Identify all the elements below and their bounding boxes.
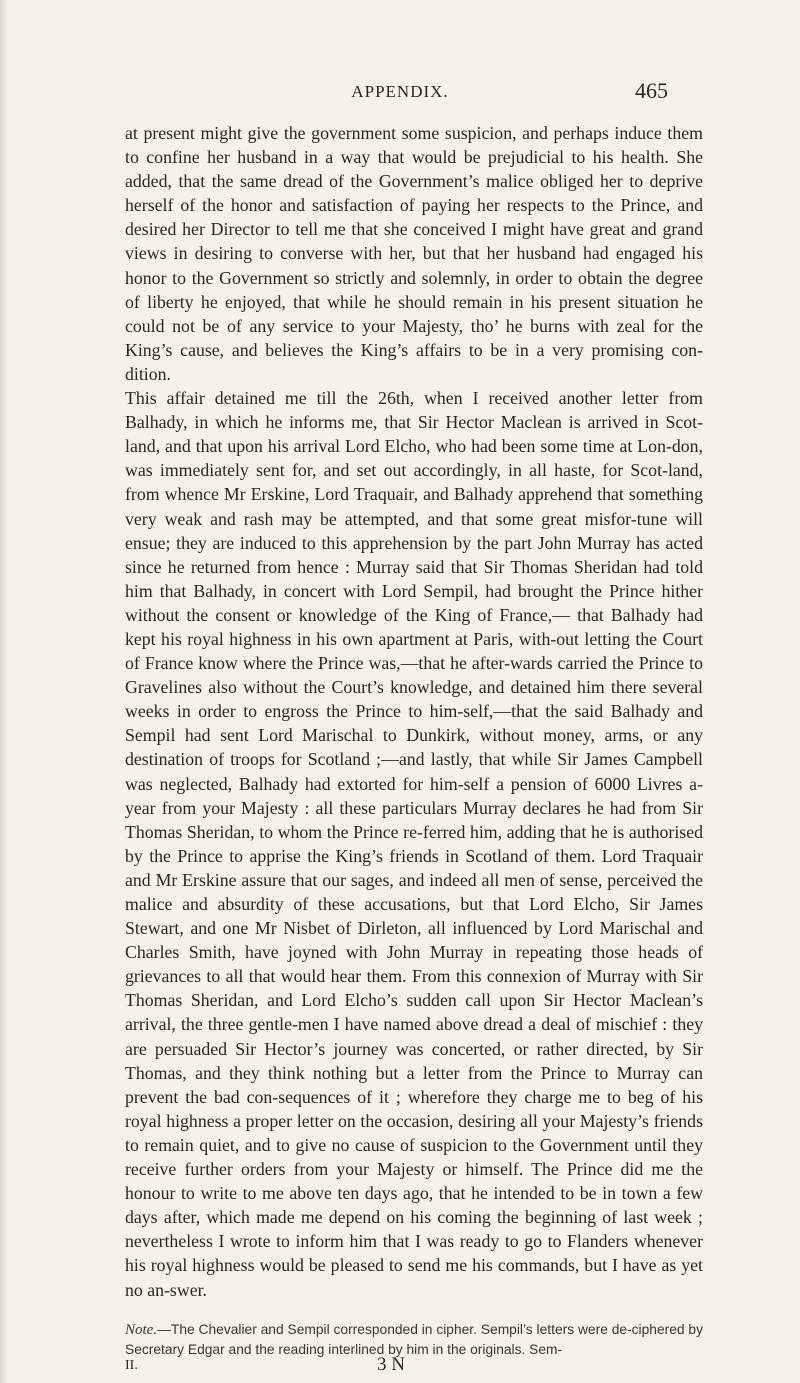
footnote-text: —The Chevalier and Sempil corresponded in cipher. Sempil’s letters were de-ciphered by Secretary Edgar and the reading interlined by him in the originals. Sem-	[125, 1322, 703, 1357]
paragraph: at present might give the government some suspicion, and perhaps induce them to confine her husband in a way that would be prejudicial to his health. She added, that the same dread of the Government’s malice obliged her to deprive herself of the honor and satisfaction of paying her respects to the Prince, and desired her Director to tell me that she conceived I might have great and grand views in desiring to converse with her, but that her husband had engaged his honor to the Government so strictly and solemnly, in order to obtain the degree of liberty he enjoyed, that while he should remain in his present situation he could not be of any service to your Majesty, tho’ he burns with zeal for the King’s cause, and believes the King’s affairs to be in a very promising con-dition.	[125, 123, 703, 384]
page-header	[0, 78, 800, 108]
page-edge-shadow	[0, 0, 8, 1383]
footnote-label: Note.	[125, 1322, 158, 1338]
footnote	[125, 1320, 703, 1359]
page-footer	[125, 1354, 703, 1380]
paragraph: This affair detained me till the 26th, when I received another letter from Balhady, in which he informs me, that Sir Hector Maclean is arrived in Scot-land, and that upon his arrival Lord Elcho, who had been some time at Lon-don, was immediately sent for, and set out accordingly, in all haste, for Scot-land, from whence Mr Erskine, Lord Traquair, and Balhady apprehend that something very weak and rash may be attempted, and that some great misfor-tune will ensue; they are induced to this apprehension by the part John Murray has acted since he returned from hence : Murray said that Sir Thomas Sheridan had told him that Balhady, in concert with Lord Sempil, had brought the Prince hither without the consent or knowledge of the King of France,— that Balhady had kept his royal highness in his own apartment at Paris, with-out letting the Court of France know where the Prince was,—that he after-wards carried the Prince to Gravelines also without the Court’s knowledge, and detained him there several weeks in order to engross the Prince to him-self,—that the said Balhady and Sempil had sent Lord Marischal to Dunkirk, without money, arms, or any destination of troops for Scotland ;—and lastly, that while Sir James Campbell was neglected, Balhady had extorted for him-self a pension of 6000 Livres a-year from your Majesty : all these particulars Murray declares he had from Sir Thomas Sheridan, to whom the Prince re-ferred him, adding that he is authorised by the Prince to apprise the King’s friends in Scotland of them. Lord Traquair and Mr Erskine assure that our sages, and indeed all men of sense, perceived the malice and absurdity of these accusations, but that Lord Elcho, Sir James Stewart, and one Mr Nisbet of Dirleton, all influenced by Lord Marischal and Charles Smith, have joyned with John Murray in repeating those heads of grievances to all that would hear them. From this connexion of Murray with Sir Thomas Sheridan, and Lord Elcho’s sudden call upon Sir Hector Maclean’s arrival, the three gentle-men I have named above dread a deal of mischief : they are persuaded Sir Hector’s journey was concerted, or rather directed, by Sir Thomas, and they think nothing but a letter from the Prince to Murray can prevent the bad con-sequences of it ; wherefore they charge me to beg of his royal highness a proper letter on the occasion, desiring all your Majesty’s friends to remain quiet, and to give no cause of suspicion to the Government until they receive further orders from your Majesty or himself. The Prince did me the honour to write to me above ten days ago, that he intended to be in town a few days after, which made me depend on his coming the beginning of last week ; nevertheless I wrote to inform him that I was ready to go to Flanders whenever his royal highness would be pleased to send me his commands, but I have as yet no an-swer.	[125, 388, 703, 1300]
body-text	[125, 121, 703, 1302]
signature-mark: II.	[125, 1358, 138, 1373]
running-head: APPENDIX.	[351, 82, 449, 101]
page-number: 465	[635, 78, 668, 103]
sheet-mark: 3 N	[377, 1354, 405, 1375]
